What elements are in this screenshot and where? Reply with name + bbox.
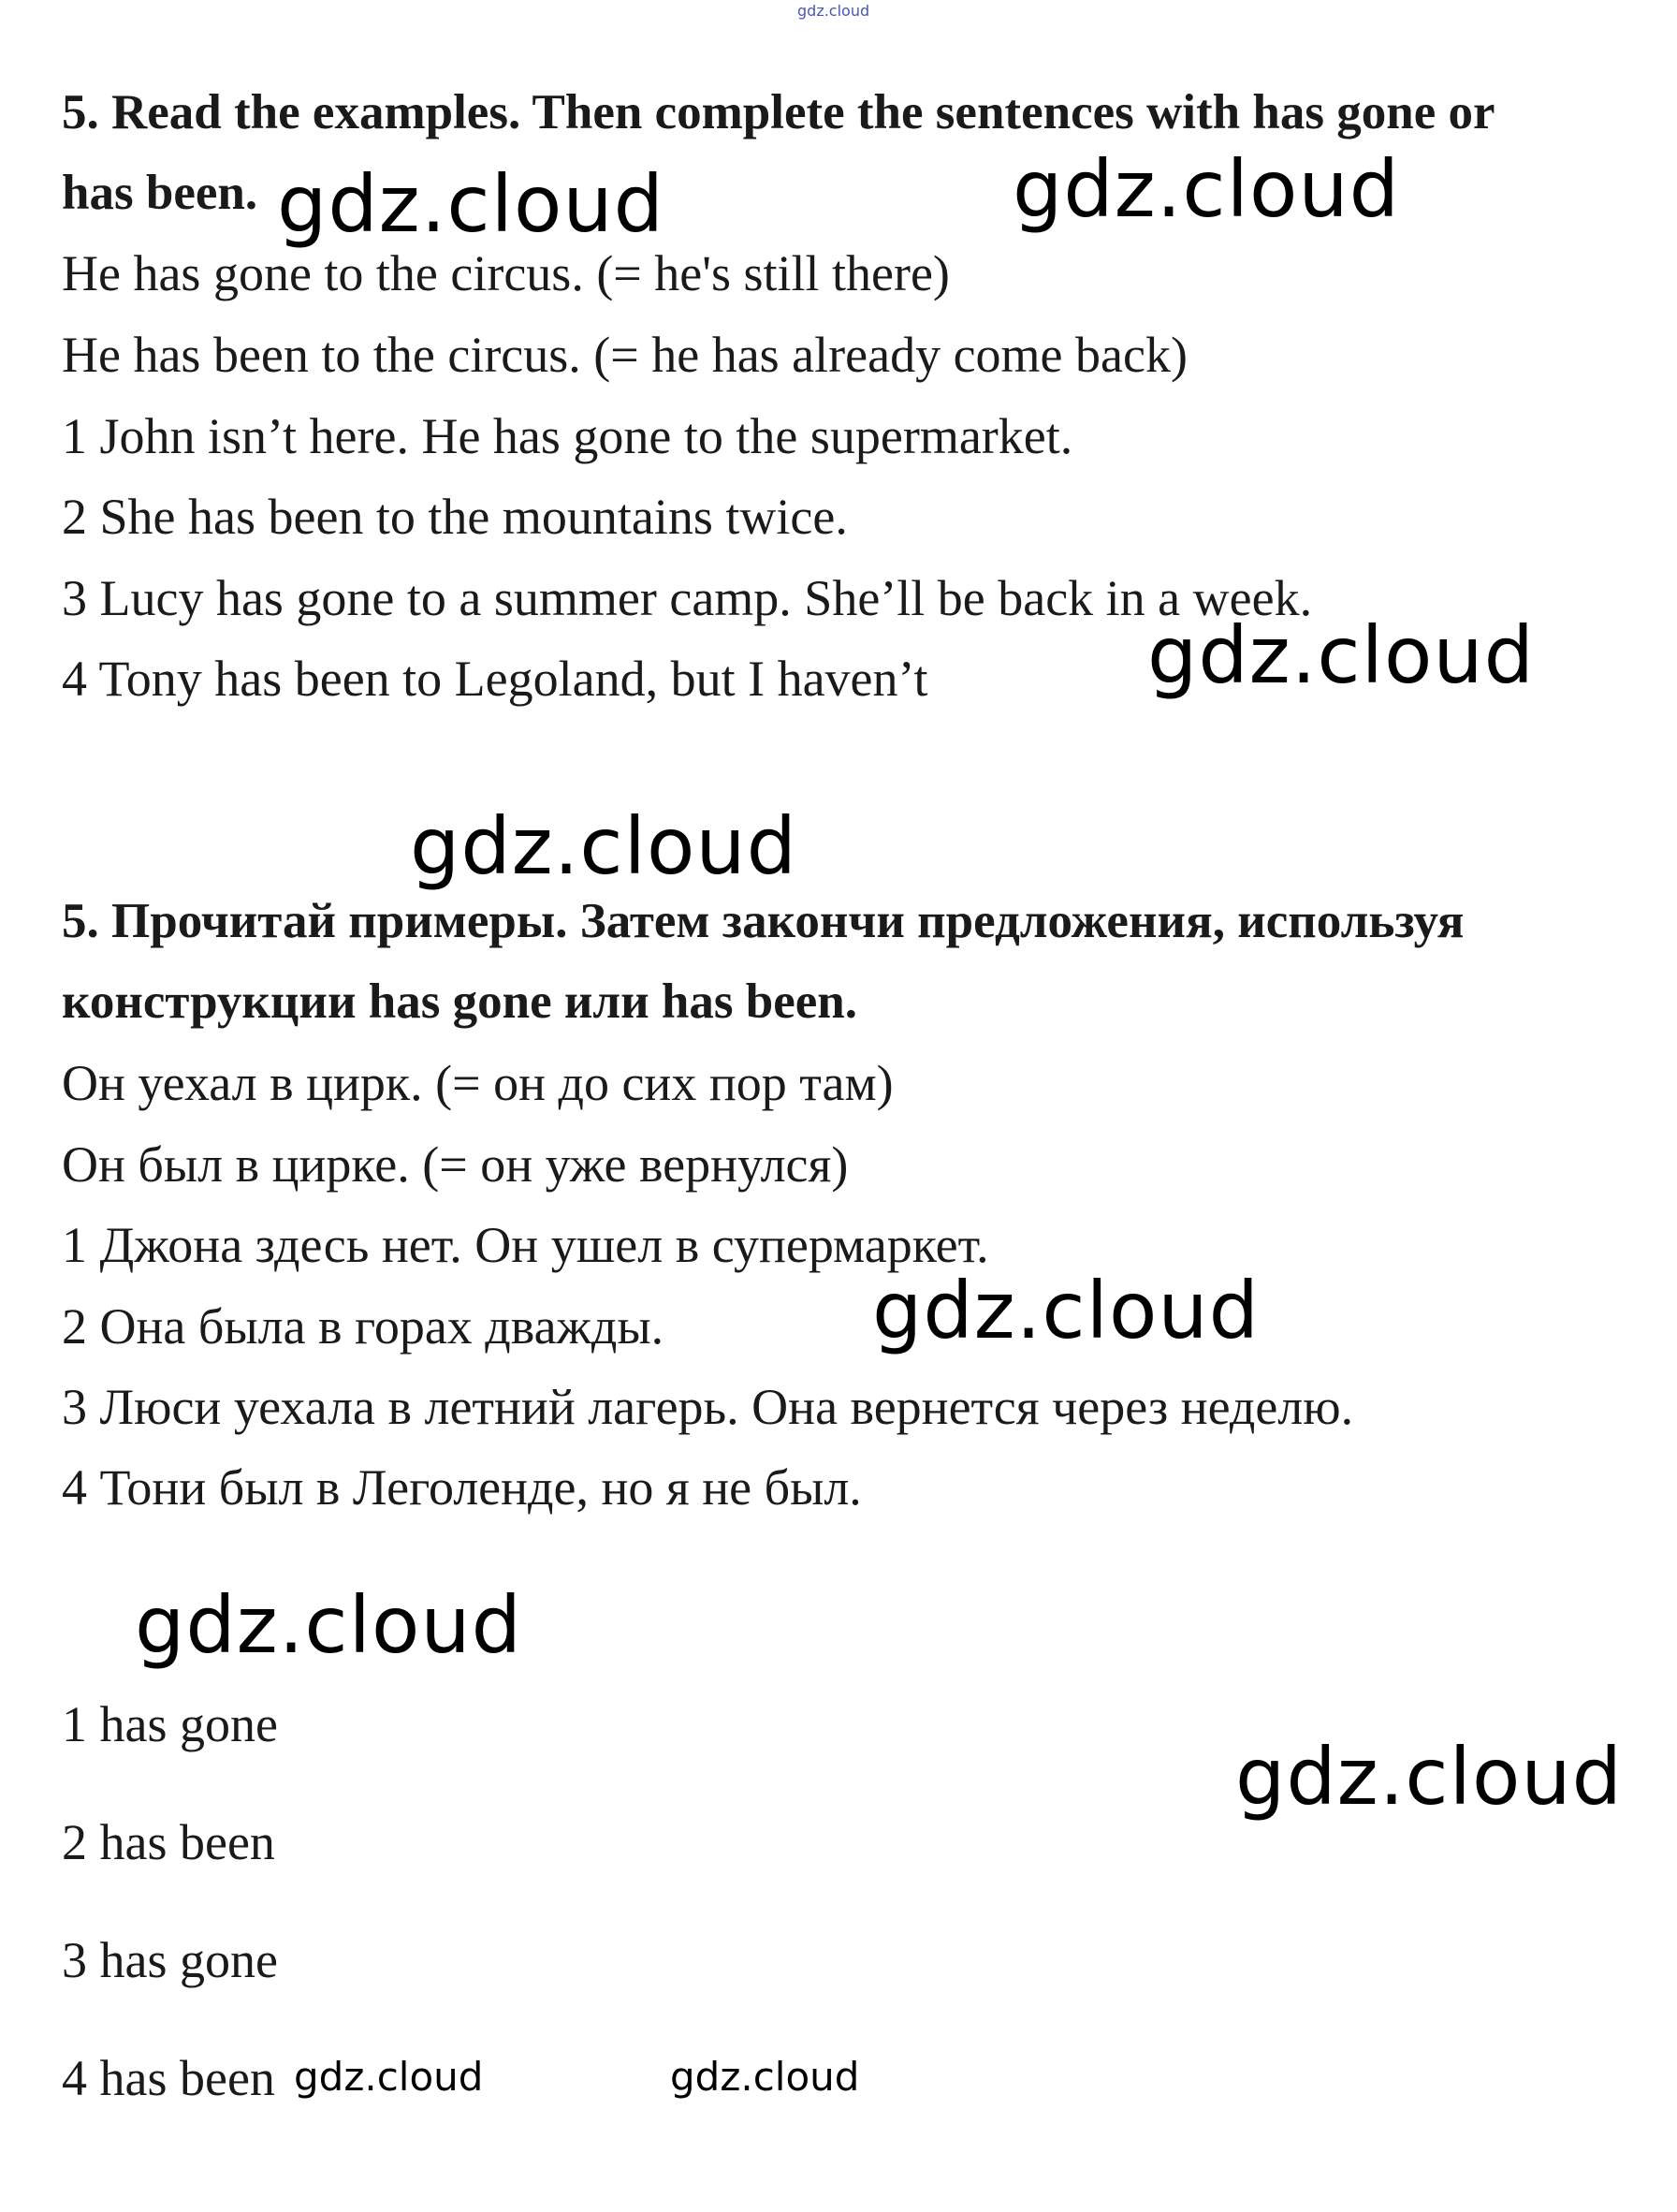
russian-sentence: 4 Тони был в Леголенде, но я не был.	[62, 1459, 862, 1516]
watermark-text: gdz.cloud	[294, 2054, 484, 2100]
english-sentence: 3 Lucy has gone to a summer camp. She’ll be back in a week.	[62, 570, 1313, 626]
russian-sentence: 1 Джона здесь нет. Он ушел в супермаркет.	[62, 1217, 989, 1273]
answer-item: 4 has been	[62, 2050, 275, 2106]
watermark-text: gdz.cloud	[1147, 609, 1535, 701]
russian-task-line-1: 5. Прочитай примеры. Затем закончи предложения, используя	[62, 894, 1465, 948]
english-sentence: 1 John isn’t here. He has gone to the supermarket.	[62, 408, 1073, 464]
watermark-text: gdz.cloud	[1013, 143, 1400, 235]
english-task-line-2: has been.	[62, 166, 258, 220]
watermark-text: gdz.cloud	[872, 1265, 1260, 1356]
watermark-text: gdz.cloud	[1235, 1731, 1623, 1823]
english-sentence: 4 Tony has been to Legoland, but I haven’t	[62, 651, 928, 707]
russian-example-1: Он уехал в цирк. (= он до сих пор там)	[62, 1055, 894, 1111]
russian-example-2: Он был в цирке. (= он уже вернулся)	[62, 1136, 849, 1193]
english-task-line-1: 5. Read the examples. Then complete the sentences with has gone or	[62, 85, 1495, 139]
watermark-text: gdz.cloud	[410, 800, 797, 892]
answer-item: 2 has been	[62, 1814, 275, 1870]
english-sentence: 2 She has been to the mountains twice.	[62, 489, 848, 545]
watermark-text: gdz.cloud	[135, 1579, 522, 1671]
watermark-text: gdz.cloud	[277, 158, 664, 250]
russian-task-line-2: конструкции has gone или has been.	[62, 974, 858, 1029]
answer-item: 1 has gone	[62, 1696, 278, 1752]
russian-sentence: 2 Она была в горах дважды.	[62, 1298, 664, 1355]
watermark-text: gdz.cloud	[670, 2054, 860, 2100]
english-example-1: He has gone to the circus. (= he's still there)	[62, 245, 950, 301]
english-example-2: He has been to the circus. (= he has already come back)	[62, 327, 1188, 383]
russian-sentence: 3 Люси уехала в летний лагерь. Она вернется через неделю.	[62, 1379, 1354, 1435]
top-watermark-label: gdz.cloud	[797, 2, 870, 20]
answer-item: 3 has gone	[62, 1932, 278, 1988]
